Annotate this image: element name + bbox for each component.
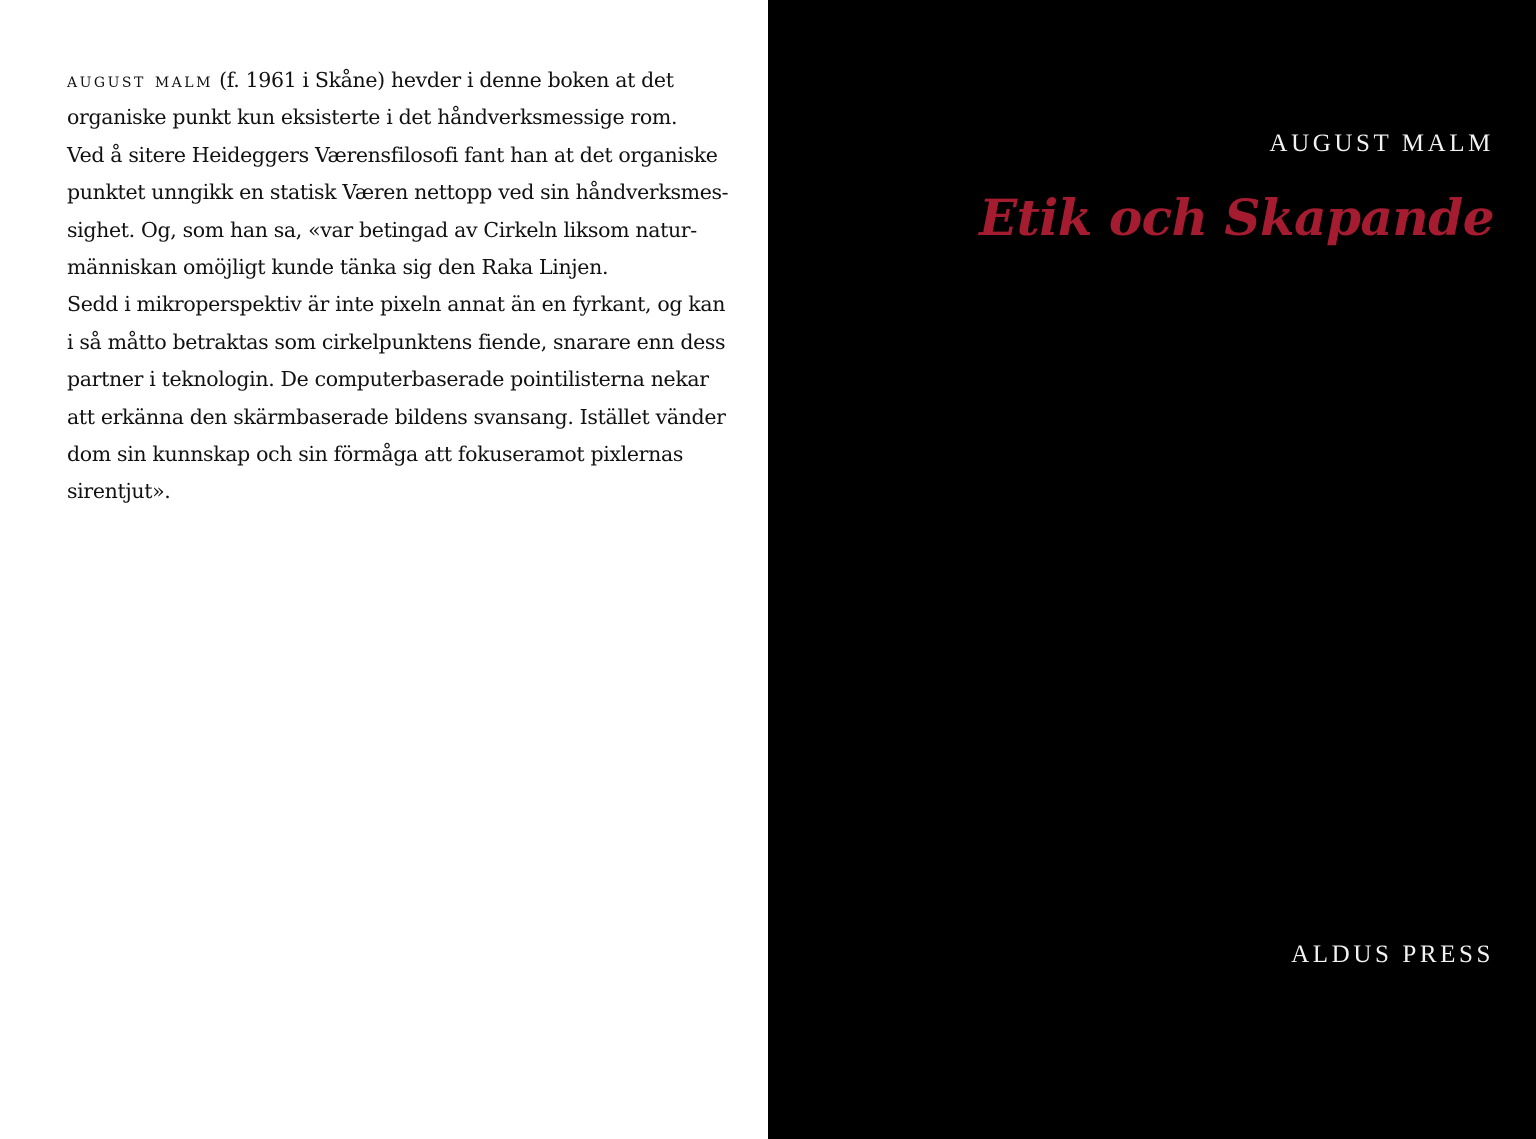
blurb-line: människan omöjligt kunde tänka sig den Raka Linjen. [67, 255, 609, 280]
blurb-line: Sedd i mikroperspektiv är inte pixeln annat än en fyrkant, og kan [67, 292, 726, 317]
back-cover-blurb [67, 62, 729, 511]
front-cover [768, 0, 1536, 1139]
blurb-first-line-text: (f. 1961 i Skåne) hevder i denne boken at det [212, 68, 674, 92]
blurb-line: i så måtto betraktas som cirkelpunktens fiende, snarare enn dess [67, 329, 726, 354]
cover-author: AUGUST MALM [1269, 130, 1494, 157]
blurb-author-name: august malm [67, 68, 213, 92]
blurb-line [67, 62, 707, 99]
blurb-line: Ved å sitere Heideggers Værensfilosofi fant han at det organiske [67, 142, 718, 167]
cover-publisher: ALDUS PRESS [1291, 941, 1494, 968]
blurb-line: dom sin kunnskap och sin förmåga att fokuseramot pixlernas [67, 442, 683, 467]
blurb-line: sirentjut». [67, 479, 171, 504]
blurb-line: sighet. Og, som han sa, «var betingad av Cirkeln liksom natur- [67, 217, 697, 242]
blurb-line: att erkänna den skärmbaserade bildens svansang. Istället vänder [67, 404, 726, 429]
cover-title: Etik och Skapande [979, 188, 1494, 247]
blurb-line: punktet unngikk en statisk Væren nettopp ved sin håndverksmes- [67, 180, 729, 205]
blurb-line: partner i teknologin. De computerbaserade pointilisterna nekar [67, 367, 709, 392]
blurb-line: organiske punkt kun eksisterte i det håndverksmessige rom. [67, 105, 678, 130]
